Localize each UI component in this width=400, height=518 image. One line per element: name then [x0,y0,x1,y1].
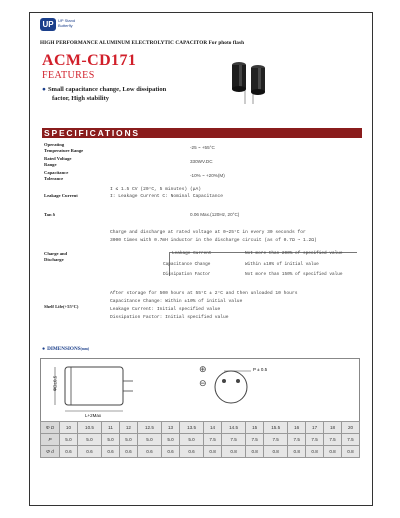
spec-voltage-value: 330WV.DC [190,159,213,164]
dimension-table-cell: 10.5 [77,422,101,434]
logo-text: UP Stand Butterfly [58,18,76,28]
dimension-table-cell: 13.5 [179,422,203,434]
dimension-table-cell: 0.6 [60,446,78,458]
feature-line-2: factor, High stability [52,95,109,102]
charge-row-2-name: Capacitance Change [163,262,211,267]
spec-shelf-label: Shelf Life(+55°C) [44,304,79,309]
dimension-table-cell: 0.8 [342,446,360,458]
dimension-table-cell: 0.8 [288,446,306,458]
spec-operating-label: Operating Temperature Range [44,142,84,153]
spec-tan-value: 0.06 Max.(120Hz, 20°C) [190,212,240,217]
dimension-table-cell: 0.6 [137,446,161,458]
dimension-table-cell: 0.8 [246,446,264,458]
features-heading: FEATURES [42,70,95,81]
diameter-label: ΦD±0.5 [52,375,58,392]
dimension-table-cell: 16 [288,422,306,434]
spec-leakage-line-2: I: Leakage Current C: Nominal Capacitance [110,194,224,199]
dimension-table-cell: 5.0 [179,434,203,446]
dimension-table-cell: 7.5 [324,434,342,446]
dimension-table-cell: 5.0 [119,434,137,446]
dimension-table-cell: 7.5 [246,434,264,446]
dimension-table-cell: 7.5 [204,434,222,446]
dimension-table-cell: 0.8 [264,446,288,458]
spec-capacitance-label: Capacitance Tolerance [44,170,69,181]
dimension-table-cell: 12.5 [137,422,161,434]
dimension-table-cell: 5.0 [77,434,101,446]
dimension-table-cell: 7.5 [288,434,306,446]
dimension-table-cell: 5.0 [137,434,161,446]
dimension-table-cell: 10 [60,422,78,434]
dimension-table-cell: 17 [306,422,324,434]
charge-row-3-value: Not more than 150% of specified value [245,272,343,277]
dimension-table-cell: 0.6 [179,446,203,458]
dimension-table [40,421,360,458]
dimension-row-header: P [41,434,60,446]
dimension-table-cell: 7.5 [306,434,324,446]
pitch-label: P ± 0.5 [253,367,268,372]
dimension-table-cell: 0.6 [102,446,120,458]
product-headline: HIGH PERFORMANCE ALUMINUM ELECTROLYTIC CAPACITOR For photo flash [40,40,245,46]
spec-shelf-line-3: Leakage Current: Initial specified value [110,307,221,312]
dimension-table-cell: 5.0 [162,434,180,446]
dimension-table-cell: 7.5 [222,434,246,446]
dimension-table-body [41,422,360,458]
spec-tan-label: Tan δ [44,212,56,217]
dimension-table-cell: 20 [342,422,360,434]
spec-shelf-line-2: Capacitance Change: Within ±10% of initial value [110,299,243,304]
dimension-table-cell: 7.5 [264,434,288,446]
dimension-table-cell: 0.6 [77,446,101,458]
dimension-table-cell: 12 [119,422,137,434]
minus-icon: ⊖ [199,379,207,389]
charge-row-1-name: Leakage Current [172,251,212,256]
spec-operating-value: -25 ~ +55°C [190,145,215,150]
logo-mark: UP [40,18,56,31]
dimension-table-cell: 15 [246,422,264,434]
dimension-table-cell: 15.5 [264,422,288,434]
dimension-table-row [41,422,360,434]
spec-shelf-line-4: Dissipation Factor: Initial specified value [110,315,229,320]
company-logo [40,18,100,32]
length-label: L+2Max [85,413,102,418]
dimensions-heading: ● DIMENSIONS(mm) [42,346,89,352]
charge-row-2-value: Within ±10% of initial value [245,262,319,267]
dimension-table-cell: 5.0 [60,434,78,446]
dimension-row-header: Φ d [41,446,60,458]
bullet-icon: ● [42,86,46,93]
dimension-table-cell: 5.0 [102,434,120,446]
dimension-table-cell: 0.8 [324,446,342,458]
dimension-table-cell: 7.5 [342,434,360,446]
dimension-table-cell: 0.8 [222,446,246,458]
capacitor-image [225,58,275,106]
dimension-table-cell: 0.6 [119,446,137,458]
spec-leakage-line-1: I ≤ 1.5 CV (20°C, 5 minutes) (μA) [110,187,201,192]
spec-charge-line-2: 3000 times with 0.7mH inductor in the discharge circuit (as of 0.7Ω ~ 1.2Ω) [110,238,317,243]
spec-capacitance-value: -10% ~ +20%(M) [190,173,225,178]
feature-line-1: ● Small capacitance change, Low dissipation [42,86,167,93]
dimension-table-cell: 11 [102,422,120,434]
dimension-table-cell: 0.8 [306,446,324,458]
dimension-row-header: Φ D [41,422,60,434]
spec-charge-label: Charge and Discharge [44,251,68,262]
specifications-bar: SPECIFICATIONS [42,128,362,138]
spec-charge-line-1: Charge and discharge at rated voltage at 0~25°C in every 30 seconds for [110,230,306,235]
spec-shelf-line-1: After storage for 500 hours at 55°C ± 2°C and then unloaded 10 hours [110,291,298,296]
charge-row-3-name: Dissipation Factor [163,272,211,277]
charge-row-1-value: Not more than 200% of specified value [245,251,343,256]
dimension-table-cell: 14.5 [222,422,246,434]
spec-voltage-label: Rated Voltage Range [44,156,72,167]
dimension-table-cell: 18 [324,422,342,434]
dimension-table-cell: 13 [162,422,180,434]
product-title: ACM-CD171 [42,52,137,69]
spec-leakage-label: Leakage Current [44,193,78,198]
dimension-table-row [41,434,360,446]
dimension-table-cell: 0.6 [162,446,180,458]
dimension-table-row [41,446,360,458]
dimension-table-cell: 14 [204,422,222,434]
bullet-icon: ● [42,346,46,352]
dimension-table-cell: 0.8 [204,446,222,458]
plus-icon: ⊕ [199,365,207,375]
